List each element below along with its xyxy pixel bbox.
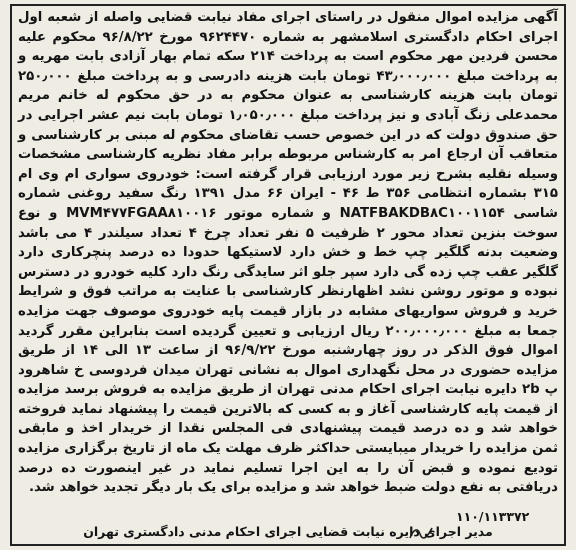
reference-number: ۱۱۰/۱۱۳۳۷۲ xyxy=(456,509,530,524)
auction-notice-body: آگهی مزایده اموال منقول در راستای اجرای مفاد نیابت قضایی واصله از شعبه اول اجرای احکام دادگستری اسلامشهر به شماره ۹۶۲۴۴۷۰ مورخ ۹۶/۸/۲۲ محکوم علیه محسن فردین مهر محکوم است به پرداخت ۲۱۴ سکه تمام بهار آزادی بابت مهریه و به پرداخت مبلغ ۴۳٫۰۰۰٫۰۰۰ تومان بابت هزینه دادرسی و به پرداخت مبلغ ۲۵۰٫۰۰۰ تومان بابت هزینه کارشناسی به عنوان محکوم به در حق محکوم له خانم مریم محمدعلی زنگ آبادی و نیز پرداخت مبلغ ۱٫۰۵۰٫۰۰۰ تومان بابت نیم عشر اجرایی در حق صندوق دولت که در این خصوص حسب تقاضای محکوم له مبنی بر کارشناسی و متعاقب آن ارجاع امر به کارشناس مربوطه برابر مفاد نظریه کارشناسی مشخصات وسیله نقلیه بشرح زیر مورد ارزیابی قرار گرفته است: خودروی سواری ام وی ام ۳۱۵ بشماره انتظامی ۳۵۶ ط ۴۶ - ایران ۶۶ مدل ۱۳۹۱ رنگ سفید روغنی شماره شاسی NATFBAKDB۸C۱۰۰۱۱۵۴ و شماره موتور MVM۴۷۷FGAA۸۱۰۰۱۶ و نوع سوخت بنزین تعداد محور ۲ ظرفیت ۵ نفر تعداد چرخ ۴ تعداد سیلندر ۴ می باشد وضعیت بدنه گلگیر چپ خط و خش دارد لاستیکها حدودا ده درصد پنچرکاری دارد گلگیر عقب چپ زده گی دارد سپر جلو اثر سایدگی رنگ دارد کلیه خودرو در دسترس نبوده و موتور روشن نشد اظهارنظر کارشناسی با عنایت به مراتب فوق و شرایط خرید و فروش سواریهای مشابه در بازار قیمت پایه خودروی موصوف جهت مزایده جمعا به مبلغ ۲۰۰٫۰۰۰٫۰۰۰ ریال ارزیابی و تعیین گردیده است بنابراین مقرر گردید اموال فوق الذکر در روز چهارشنبه مورخ ۹۶/۹/۲۲ از ساعت ۱۳ الی ۱۴ از طریق مزایده حضوری در محل نگهداری اموال به نشانی تهران میدان فردوسی خ شاهرود پ ۲b دایره نیابت اجرای احکام مدنی تهران از طریق مزایده به فروش برسد مزایده از قیمت پایه کارشناسی آغاز و به کسی که بالاترین قیمت را پیشنهاد نماید فروخته خواهد شد و ده درصد قیمت پیشنهادی فی المجلس نقدا از خریدار اخذ و مابقی ثمن مزایده را خریدار میبایستی حداکثر ظرف مهلت یک ماه از تاریخ برگزاری مزایده تودیع نموده و قبض آن را به این اجرا تسلیم نماید در غیر اینصورت ده درصد دریافتی به نفع دولت ضبط خواهد شد و مزایده برای یک بار دیگر تجدید خواهد شد. xyxy=(18,10,559,496)
issuer-signature: مدیر اجرای دایره نیابت قضایی اجرای احکام مدنی دادگستری تهران xyxy=(83,524,493,539)
